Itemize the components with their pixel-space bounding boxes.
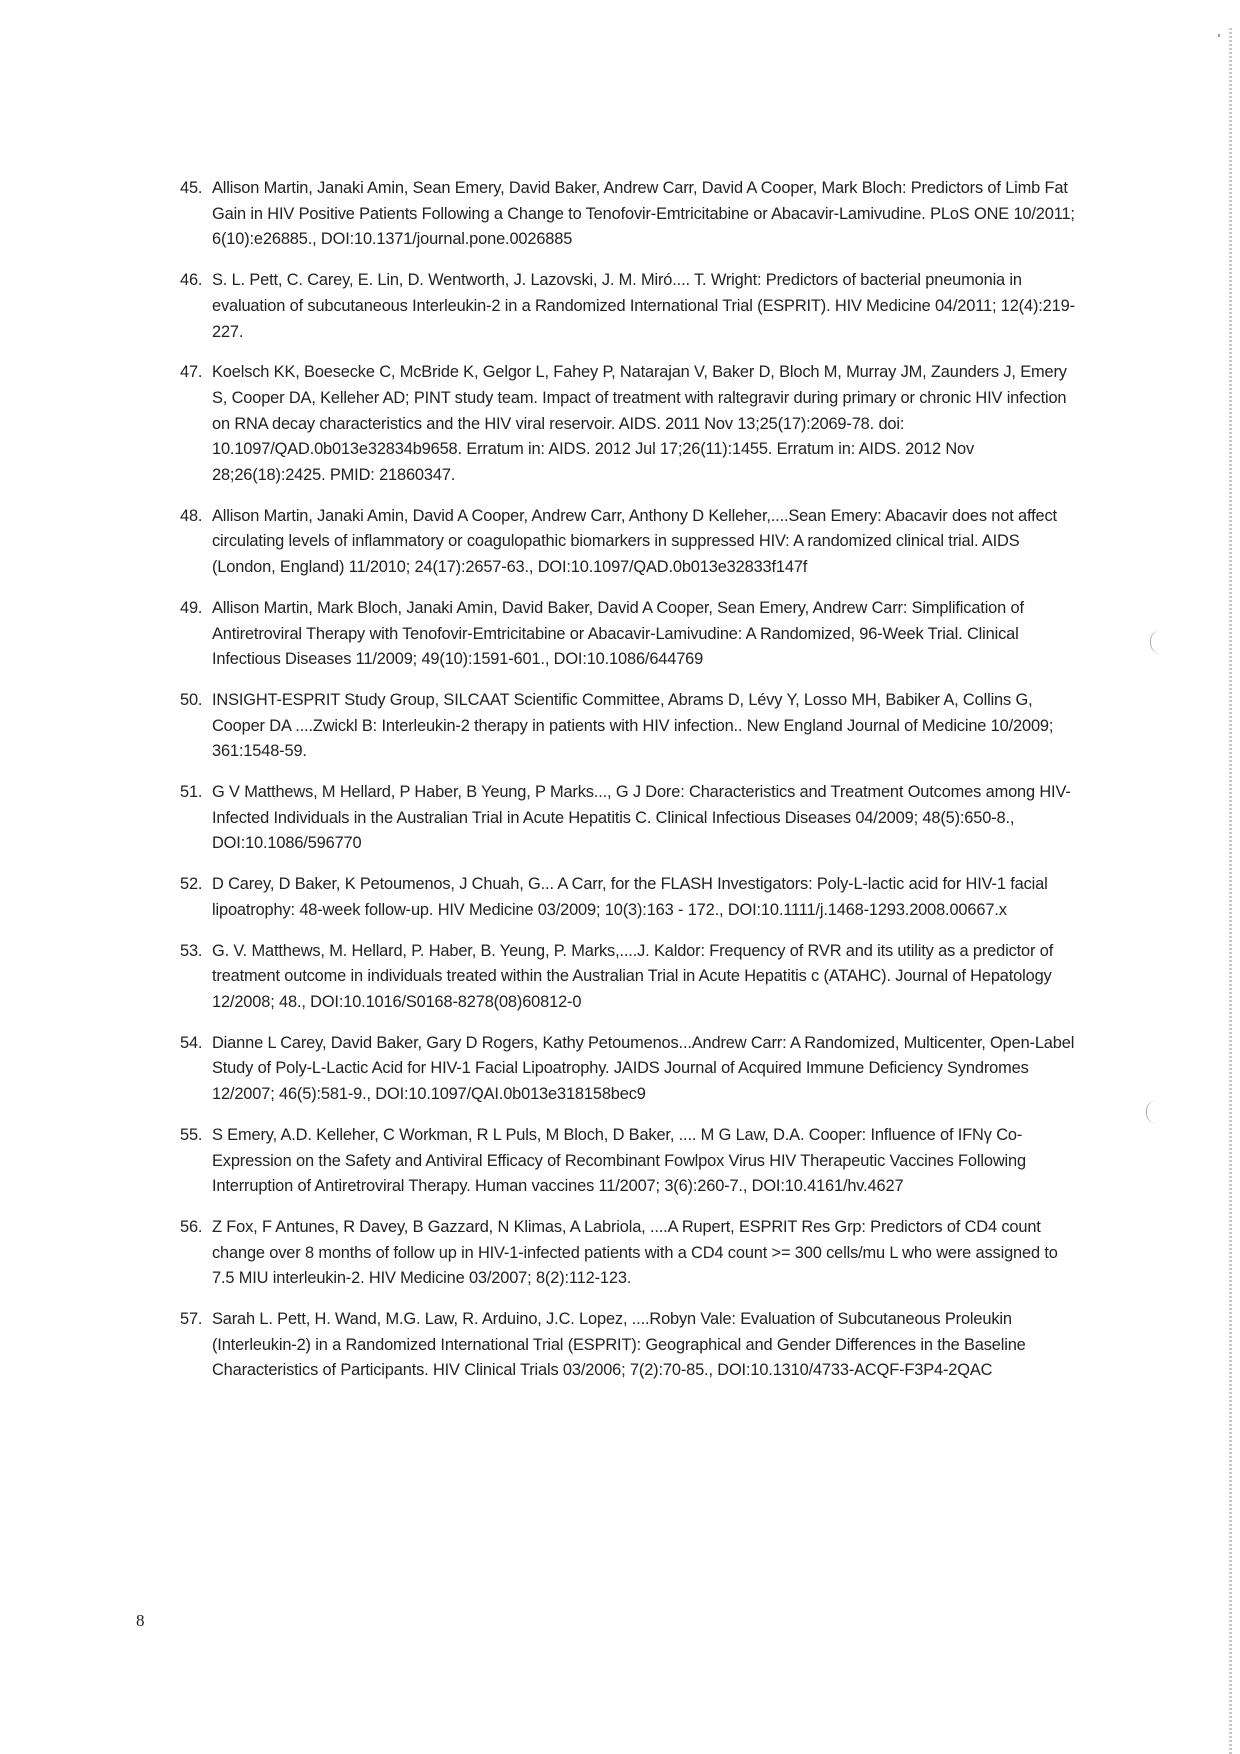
page-number: 8	[136, 1611, 145, 1630]
reference-number: 55.	[180, 1125, 203, 1144]
scan-page-edge	[1229, 28, 1232, 1754]
scan-artifact	[1146, 1100, 1157, 1124]
reference-item	[180, 872, 1080, 923]
reference-text: Allison Martin, Janaki Amin, David A Cooper, Andrew Carr, Anthony D Kelleher,....Sean Emery: Abacavir does not affect circulating levels of inflammatory or coagulopathic biomarkers in suppressed HIV: A randomized clinical trial. AIDS (London, England) 11/2010; 24(17):2657-63., DOI:10.1097/QAD.0b013e32833f147f	[212, 506, 1057, 577]
reference-item	[180, 780, 1080, 857]
reference-item	[180, 596, 1080, 673]
reference-text: D Carey, D Baker, K Petoumenos, J Chuah, G... A Carr, for the FLASH Investigators: Poly-L-lactic acid for HIV-1 facial lipoatrophy: 48-week follow-up. HIV Medicine 03/2009; 10(3):163 - 172., DOI:10.1111/j.1468-1293.2008.00667.x	[212, 875, 1048, 919]
reference-text: Sarah L. Pett, H. Wand, M.G. Law, R. Arduino, J.C. Lopez, ....Robyn Vale: Evaluation of Subcutaneous Proleukin (Interleukin-2) in a Randomized International Trial (ESPRIT): Geographical and Gender Differences in the Baseline Characteristics of Participants. HIV Clinical Trials 03/2006; 7(2):70-85., DOI:10.1310/4733-ACQF-F3P4-2QAC	[212, 1310, 1026, 1380]
reference-text: G. V. Matthews, M. Hellard, P. Haber, B. Yeung, P. Marks,....J. Kaldor: Frequency of RVR and its utility as a predictor of treatment outcome in individuals treated within the Australian Trial in Acute Hepatitis c (ATAHC). Journal of Hepatology 12/2008; 48., DOI:10.1016/S0168-8278(08)60812-0	[212, 941, 1054, 1011]
reference-number: 51.	[180, 783, 203, 802]
reference-item	[180, 268, 1080, 345]
reference-list	[180, 176, 1080, 1399]
reference-item	[180, 360, 1080, 489]
reference-number: 53.	[180, 941, 203, 960]
reference-number: 54.	[180, 1033, 203, 1052]
reference-number: 57.	[180, 1310, 203, 1329]
reference-text: S Emery, A.D. Kelleher, C Workman, R L Puls, M Bloch, D Baker, .... M G Law, D.A. Cooper: Influence of IFNγ Co-Expression on the Safety and Antiviral Efficacy of Recombinant Fowlpox Virus HIV Therapeutic Vaccines Following Interruption of Antiretroviral Therapy. Human vaccines 11/2007; 3(6):260-7., DOI:10.4161/hv.4627	[212, 1125, 1026, 1196]
reference-number: 49.	[180, 598, 203, 617]
reference-item	[180, 504, 1080, 581]
reference-text: INSIGHT-ESPRIT Study Group, SILCAAT Scientific Committee, Abrams D, Lévy Y, Losso MH, Babiker A, Collins G, Cooper DA ....Zwickl B: Interleukin-2 therapy in patients with HIV infection.. New England Journal of Medicine 10/2009; 361:1548-59.	[212, 690, 1054, 761]
reference-text: S. L. Pett, C. Carey, E. Lin, D. Wentworth, J. Lazovski, J. M. Miró.... T. Wright: Predictors of bacterial pneumonia in evaluation of subcutaneous Interleukin-2 in a Randomized International Trial (ESPRIT). HIV Medicine 04/2011; 12(4):219-227.	[212, 271, 1075, 341]
reference-number: 47.	[180, 363, 203, 382]
reference-item	[180, 939, 1080, 1016]
reference-text: Allison Martin, Mark Bloch, Janaki Amin, David Baker, David A Cooper, Sean Emery, Andrew Carr: Simplification of Antiretroviral Therapy with Tenofovir-Emtricitabine or Abacavir-Lamivudine: A Randomized, 96-Week Trial. Clinical Infectious Diseases 11/2009; 49(10):1591-601., DOI:10.1086/644769	[212, 598, 1024, 669]
reference-item	[180, 1215, 1080, 1292]
reference-text: Allison Martin, Janaki Amin, Sean Emery, David Baker, Andrew Carr, David A Cooper, Mark Bloch: Predictors of Limb Fat Gain in HIV Positive Patients Following a Change to Tenofovir-Emtricitabine or Abacavir-Lamivudine. PLoS ONE 10/2011; 6(10):e26885., DOI:10.1371/journal.pone.0026885	[212, 179, 1075, 249]
reference-number: 46.	[180, 271, 203, 290]
reference-item	[180, 1307, 1080, 1384]
reference-item	[180, 1031, 1080, 1108]
reference-number: 48.	[180, 506, 203, 525]
reference-item	[180, 1123, 1080, 1200]
reference-text: Dianne L Carey, David Baker, Gary D Rogers, Kathy Petoumenos...Andrew Carr: A Randomized, Multicenter, Open-Label Study of Poly-L-Lactic Acid for HIV-1 Facial Lipoatrophy. JAIDS Journal of Acquired Immune Deficiency Syndromes 12/2007; 46(5):581-9., DOI:10.1097/QAI.0b013e318158bec9	[212, 1033, 1075, 1104]
reference-text: Z Fox, F Antunes, R Davey, B Gazzard, N Klimas, A Labriola, ....A Rupert, ESPRIT Res Grp: Predictors of CD4 count change over 8 months of follow up in HIV-1-infected patients with a CD4 count >= 300 cells/mu L who were assigned to 7.5 MIU interleukin-2. HIV Medicine 03/2007; 8(2):112-123.	[212, 1217, 1058, 1288]
reference-item	[180, 176, 1080, 253]
scan-artifact	[1218, 34, 1220, 37]
reference-number: 56.	[180, 1217, 203, 1236]
reference-text: Koelsch KK, Boesecke C, McBride K, Gelgor L, Fahey P, Natarajan V, Baker D, Bloch M, Murray JM, Zaunders J, Emery S, Cooper DA, Kelleher AD; PINT study team. Impact of treatment with raltegravir during primary or chronic HIV infection on RNA decay characteristics and the HIV viral reservoir. AIDS. 2011 Nov 13;25(17):2069-78. doi: 10.1097/QAD.0b013e32834b9658. Erratum in: AIDS. 2012 Jul 17;26(11):1455. Erratum in: AIDS. 2012 Nov 28;26(18):2425. PMID: 21860347.	[212, 363, 1067, 485]
scan-artifact	[1150, 630, 1161, 654]
reference-number: 50.	[180, 690, 203, 709]
reference-number: 45.	[180, 179, 203, 197]
reference-text: G V Matthews, M Hellard, P Haber, B Yeung, P Marks..., G J Dore: Characteristics and Treatment Outcomes among HIV-Infected Individuals in the Australian Trial in Acute Hepatitis C. Clinical Infectious Diseases 04/2009; 48(5):650-8., DOI:10.1086/596770	[212, 783, 1071, 853]
reference-number: 52.	[180, 875, 203, 894]
reference-item	[180, 688, 1080, 765]
